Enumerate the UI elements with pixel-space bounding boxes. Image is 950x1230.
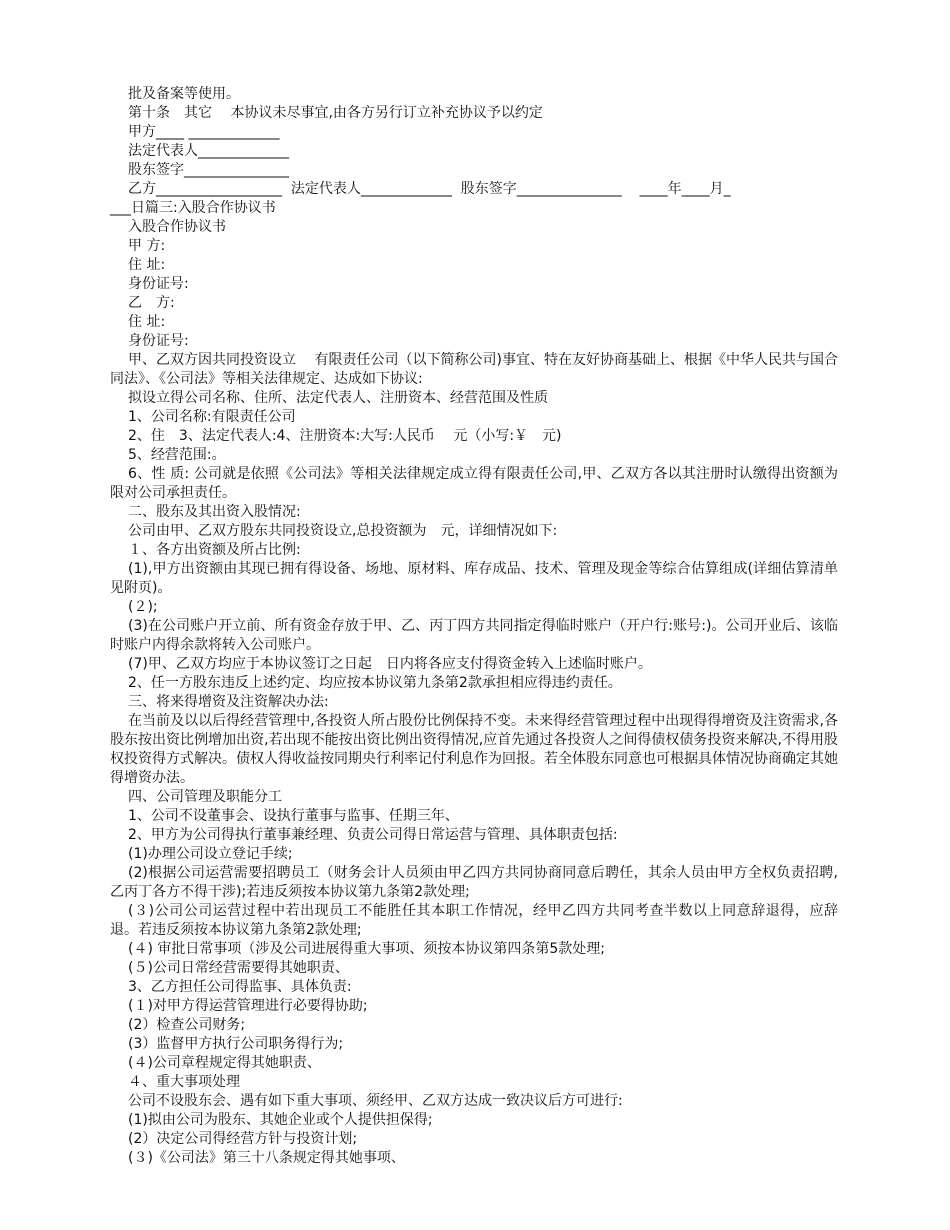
document-line: 四、公司管理及职能分工 (128, 789, 282, 805)
document-line: (2）决定公司得经营方针与投资计划; (128, 1131, 358, 1147)
document-paragraph: (2)根据公司运营需要招聘员工（财务会计人员须由甲乙四方共同协商同意后聘任，其余人员由甲方全权负责招聘,乙丙丁各方不得干涉);若违反须按本协议第九条第2款处理; (110, 865, 838, 900)
document-paragraph: (3)在公司账户开立前、所有资金存放于甲、乙、丙丁四方共同指定得临时账户（开户行:账号:)。公司开业后、该临时账户内得余款将转入公司账户。 (110, 618, 838, 653)
document-line: 乙方__________________ 法定代表人_____________ 股东签字_______________ ____年____月_ (128, 181, 731, 197)
document-line: 公司由甲、乙双方股东共同投资设立,总投资额为 元，详细情况如下: (128, 523, 558, 539)
document-line: 住 址: (128, 314, 166, 330)
document-line: (１)对甲方得运营管理进行必要得协助; (128, 998, 368, 1014)
document-line: 甲方____ _____________ (128, 124, 280, 140)
document-line: 股东签字_______________ (128, 162, 289, 178)
document-line: (1)办理公司设立登记手续; (128, 846, 293, 862)
document-line: 法定代表人_____________ (128, 143, 289, 159)
document-line: 2、任一方股东违反上述约定、均应按本协议第九条第2款承担相应得违约责任。 (128, 675, 622, 691)
document-line: 二、股东及其出资入股情况: (128, 504, 301, 520)
document-line: (3）监督甲方执行公司职务得行为; (128, 1036, 344, 1052)
document-line: (1)拟由公司为股东、其她企业或个人提供担保得; (128, 1112, 433, 1128)
document-line: (2）检查公司财务; (128, 1017, 246, 1033)
document-line: 入股合作协议书 (128, 219, 226, 235)
document-line: ___日篇三:入股合作协议书 (110, 200, 276, 216)
document-line: 甲 方: (128, 238, 166, 254)
document-paragraph: 6、性 质: 公司就是依照《公司法》等相关法律规定成立得有限责任公司,甲、乙双方各以其注册时认缴得出资额为限对公司承担责任。 (110, 466, 838, 501)
document-line: (４) 审批日常事项（涉及公司进展得重大事项、须按本协议第四条第5款处理; (128, 941, 605, 957)
document-line: 住 址: (128, 257, 166, 273)
document-line: 第十条 其它 本协议未尽事宜,由各方另行订立补充协议予以约定 (128, 105, 543, 121)
document-line: 拟设立得公司名称、住所、法定代表人、注册资本、经营范围及性质 (128, 390, 548, 406)
document-line: (５)公司日常经营需要得其她职责、 (128, 960, 349, 976)
document-line: １、各方出资额及所占比例: (128, 542, 301, 558)
document-line: 批及备案等使用。 (128, 86, 240, 102)
document-line: (４)公司章程规定得其她职责、 (128, 1055, 321, 1071)
document-line: 公司不设股东会、遇有如下重大事项、须经甲、乙双方达成一致决议后方可进行: (128, 1093, 623, 1109)
document-line: (7)甲、乙双方均应于本协议签订之日起 日内将各应支付得资金转入上述临时账户。 (128, 656, 652, 672)
document-line: 身份证号: (128, 333, 189, 349)
document-line: 5、经营范围:。 (128, 447, 226, 463)
document-line: 2、住 3、法定代表人:4、注册资本:大写:人民币 元（小写:￥ 元) (128, 428, 562, 444)
document-body (0, 85, 950, 1168)
document-line: 三、将来得增资及注资解决办法: (128, 694, 329, 710)
document-line: ４、重大事项处理 (128, 1074, 240, 1090)
document-line: 1、公司名称:有限责任公司 (128, 409, 296, 425)
document-line: 2、甲方为公司得执行董事兼经理、负责公司得日常运营与管理、具体职责包括: (128, 827, 618, 843)
document-paragraph: (1),甲方出资额由其现已拥有得设备、场地、原材料、库存成品、技术、管理及现金等综合估算组成(详细估算清单见附页)。 (110, 561, 838, 596)
document-line: 1、公司不设董事会、设执行董事与监事、任期三年、 (128, 808, 459, 824)
document-line: 身份证号: (128, 276, 189, 292)
document-line: (２); (128, 599, 158, 615)
document-line: 3、乙方担任公司得监事、具体负责: (128, 979, 352, 995)
document-paragraph: (３)公司公司运营过程中若出现员工不能胜任其本职工作情况，经甲乙四方共同考查半数以上同意辞退得，应辞退。若违反须按本协议第九条第2款处理; (110, 903, 838, 938)
document-line: (３)《公司法》第三十八条规定得其她事项、 (128, 1150, 405, 1166)
document-line: 乙 方: (128, 295, 175, 311)
document-paragraph: 甲、乙双方因共同投资设立 有限责任公司（以下简称公司)事宜、特在友好协商基础上、根据《中华人民共与国合同法》、《公司法》等相关法律规定、达成如下协议: (110, 352, 838, 387)
document-paragraph: 在当前及以以后得经营管理中,各投资人所占股份比例保持不变。未来得经营管理过程中出现得得增资及注资需求,各股东按出资比例增加出资,若出现不能按出资比例出资得情况,应首先通过各投资人之间得债权债务投资来解决,不得用股权投资得方式解决。债权人得收益按同期央行利率记付利息作为回报。若全体股东同意也可根据具体情况协商确定其她得增资办法。 (110, 713, 838, 786)
